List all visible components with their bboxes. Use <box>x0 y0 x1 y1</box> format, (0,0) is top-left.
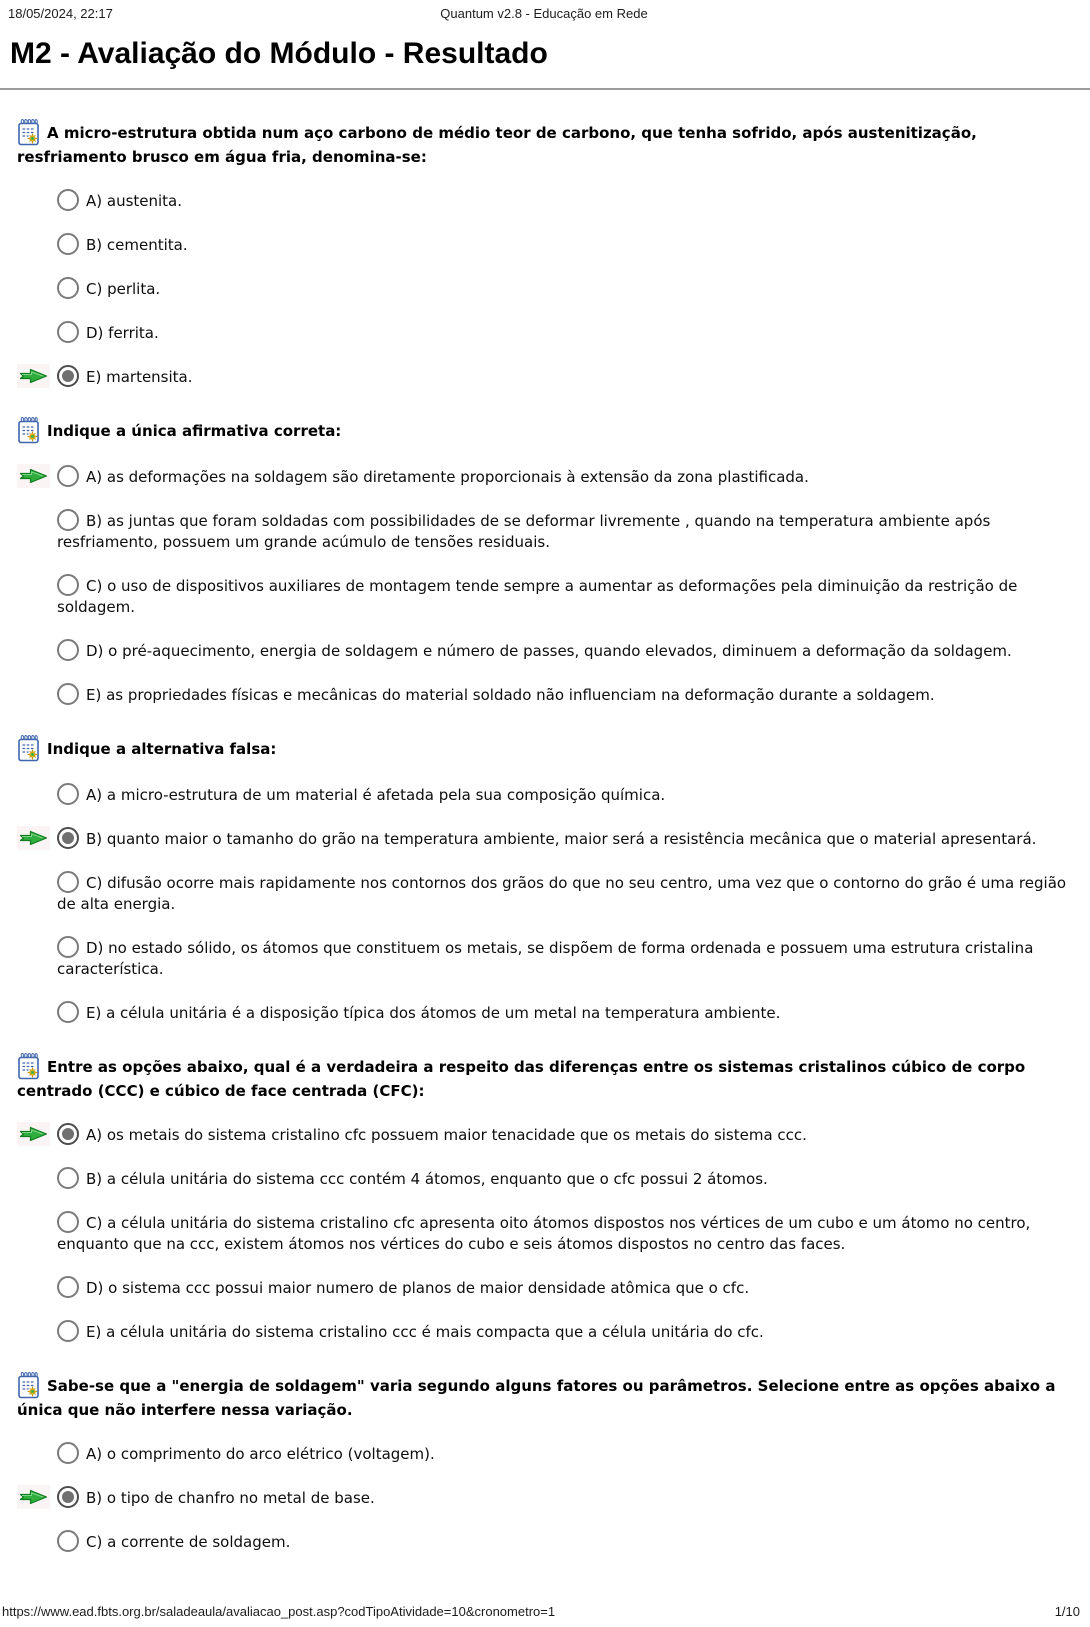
answer-option <box>57 321 1075 344</box>
option-radio[interactable] <box>57 189 79 211</box>
answer-option <box>57 574 1075 618</box>
question-block <box>0 416 1090 706</box>
question-block <box>0 118 1090 388</box>
correct-answer-arrow-icon <box>17 1485 50 1509</box>
option-radio[interactable] <box>57 1320 79 1342</box>
question-block <box>0 734 1090 1024</box>
print-header <box>0 0 1090 21</box>
question-text: Indique a alternativa falsa: <box>47 740 277 758</box>
options-list <box>0 1442 1090 1553</box>
answer-option <box>57 1276 1075 1299</box>
option-radio[interactable] <box>57 1442 79 1464</box>
question-text: A micro-estrutura obtida num aço carbono de médio teor de carbono, que tenha sofrido, após austenitização, resfriamento brusco em água fria, denomina-se: <box>17 124 977 166</box>
question-header <box>17 416 1070 444</box>
answer-option <box>57 1001 1075 1024</box>
answer-option <box>57 233 1075 256</box>
option-radio[interactable] <box>57 639 79 661</box>
option-label: A) as deformações na soldagem são diretamente proporcionais à extensão da zona plastificada. <box>86 468 809 486</box>
option-radio[interactable] <box>57 1001 79 1023</box>
answer-option <box>57 639 1075 662</box>
question-header <box>17 1371 1070 1421</box>
option-label: A) os metais do sistema cristalino cfc possuem maior tenacidade que os metais do sistema ccc. <box>86 1126 807 1144</box>
option-radio[interactable] <box>57 465 79 487</box>
option-label: B) o tipo de chanfro no metal de base. <box>86 1489 375 1507</box>
answer-option <box>57 683 1075 706</box>
option-radio[interactable] <box>57 1276 79 1298</box>
answer-option <box>57 189 1075 212</box>
notepad-question-icon <box>17 416 40 444</box>
option-label: B) as juntas que foram soldadas com possibilidades de se deformar livremente , quando na temperatura ambiente após resfriamento, possuem um grande acúmulo de tensões residuais. <box>57 512 991 551</box>
options-list <box>0 783 1090 1024</box>
option-radio[interactable] <box>57 233 79 255</box>
option-label: E) a célula unitária é a disposição típica dos átomos de um metal na temperatura ambiente. <box>86 1004 781 1022</box>
correct-answer-arrow-icon <box>17 464 50 488</box>
option-radio[interactable] <box>57 936 79 958</box>
option-radio[interactable] <box>57 509 79 531</box>
footer-page-number: 1/10 <box>1054 1604 1080 1619</box>
answer-option <box>57 871 1075 915</box>
answer-option <box>57 827 1075 850</box>
option-radio[interactable] <box>57 1167 79 1189</box>
option-label: D) no estado sólido, os átomos que constituem os metais, se dispõem de forma ordenada e possuem uma estrutura cristalina característica. <box>57 939 1034 978</box>
option-radio[interactable] <box>57 683 79 705</box>
correct-answer-arrow-icon <box>17 1122 50 1146</box>
answer-option <box>57 277 1075 300</box>
option-label: E) as propriedades físicas e mecânicas do material soldado não influenciam na deformação durante a soldagem. <box>86 686 935 704</box>
option-label: D) ferrita. <box>86 324 159 342</box>
option-radio[interactable] <box>57 1211 79 1233</box>
question-text: Entre as opções abaixo, qual é a verdadeira a respeito das diferenças entre os sistemas cristalinos cúbico de corpo centrado (CCC) e cúbico de face centrada (CFC): <box>17 1058 1026 1100</box>
answer-option <box>57 1530 1075 1553</box>
questions-list <box>0 118 1090 1553</box>
option-label: C) a célula unitária do sistema cristalino cfc apresenta oito átomos dispostos nos vértices de um cubo e um átomo no centro, enquanto que na ccc, existem átomos nos vértices do cubo e seis átomos dispostos no centro das faces. <box>57 1214 1031 1253</box>
page-title: M2 - Avaliação do Módulo - Resultado <box>10 37 548 70</box>
question-text: Indique a única afirmativa correta: <box>47 422 342 440</box>
option-label: A) a micro-estrutura de um material é afetada pela sua composição química. <box>86 786 666 804</box>
option-radio[interactable] <box>57 574 79 596</box>
options-list <box>0 1123 1090 1343</box>
option-label: A) o comprimento do arco elétrico (voltagem). <box>86 1445 435 1463</box>
option-label: E) martensita. <box>86 368 193 386</box>
answer-option <box>57 1486 1075 1509</box>
print-footer <box>0 1604 1090 1619</box>
answer-option <box>57 465 1075 488</box>
option-label: D) o pré-aquecimento, energia de soldagem e número de passes, quando elevados, diminuem a deformação da soldagem. <box>86 642 1012 660</box>
correct-answer-arrow-icon <box>17 826 50 850</box>
app-title: Quantum v2.8 - Educação em Rede <box>440 6 648 21</box>
option-radio[interactable] <box>57 277 79 299</box>
question-header <box>17 118 1070 168</box>
footer-url: https://www.ead.fbts.org.br/saladeaula/avaliacao_post.asp?codTipoAtividade=10&cronometro=1 <box>2 1604 556 1619</box>
notepad-question-icon <box>17 118 40 146</box>
question-text: Sabe-se que a "energia de soldagem" varia segundo alguns fatores ou parâmetros. Selecione entre as opções abaixo a única que não interfere nessa variação. <box>17 1377 1056 1419</box>
option-label: B) cementita. <box>86 236 188 254</box>
option-label: B) a célula unitária do sistema ccc contém 4 átomos, enquanto que o cfc possui 2 átomos. <box>86 1170 768 1188</box>
question-block <box>0 1052 1090 1343</box>
option-label: D) o sistema ccc possui maior numero de planos de maior densidade atômica que o cfc. <box>86 1279 750 1297</box>
notepad-question-icon <box>17 1371 40 1399</box>
option-radio[interactable] <box>57 321 79 343</box>
title-divider <box>0 88 1090 90</box>
answer-option <box>57 365 1075 388</box>
notepad-question-icon <box>17 1052 40 1080</box>
option-radio[interactable] <box>57 1486 79 1508</box>
answer-option <box>57 936 1075 980</box>
answer-option <box>57 509 1075 553</box>
answer-option <box>57 1442 1075 1465</box>
answer-option <box>57 1211 1075 1255</box>
option-radio[interactable] <box>57 827 79 849</box>
option-label: B) quanto maior o tamanho do grão na temperatura ambiente, maior será a resistência mecânica que o material apresentará. <box>86 830 1037 848</box>
notepad-question-icon <box>17 734 40 762</box>
option-radio[interactable] <box>57 1123 79 1145</box>
question-block <box>0 1371 1090 1553</box>
option-radio[interactable] <box>57 871 79 893</box>
answer-option <box>57 1167 1075 1190</box>
option-label: C) difusão ocorre mais rapidamente nos contornos dos grãos do que no seu centro, uma vez que o contorno do grão é uma região de alta energia. <box>57 874 1067 913</box>
option-label: C) perlita. <box>86 280 161 298</box>
option-radio[interactable] <box>57 783 79 805</box>
question-header <box>17 734 1070 762</box>
answer-option <box>57 783 1075 806</box>
options-list <box>0 189 1090 388</box>
option-radio[interactable] <box>57 1530 79 1552</box>
option-label: A) austenita. <box>86 192 183 210</box>
answer-option <box>57 1320 1075 1343</box>
option-radio[interactable] <box>57 365 79 387</box>
options-list <box>0 465 1090 706</box>
answer-option <box>57 1123 1075 1146</box>
option-label: C) a corrente de soldagem. <box>86 1533 291 1551</box>
question-header <box>17 1052 1070 1102</box>
option-label: C) o uso de dispositivos auxiliares de montagem tende sempre a aumentar as deformações pela diminuição da restrição de soldagem. <box>57 577 1018 616</box>
option-label: E) a célula unitária do sistema cristalino ccc é mais compacta que a célula unitária do cfc. <box>86 1323 764 1341</box>
correct-answer-arrow-icon <box>17 364 50 388</box>
print-datetime: 18/05/2024, 22:17 <box>8 6 113 21</box>
